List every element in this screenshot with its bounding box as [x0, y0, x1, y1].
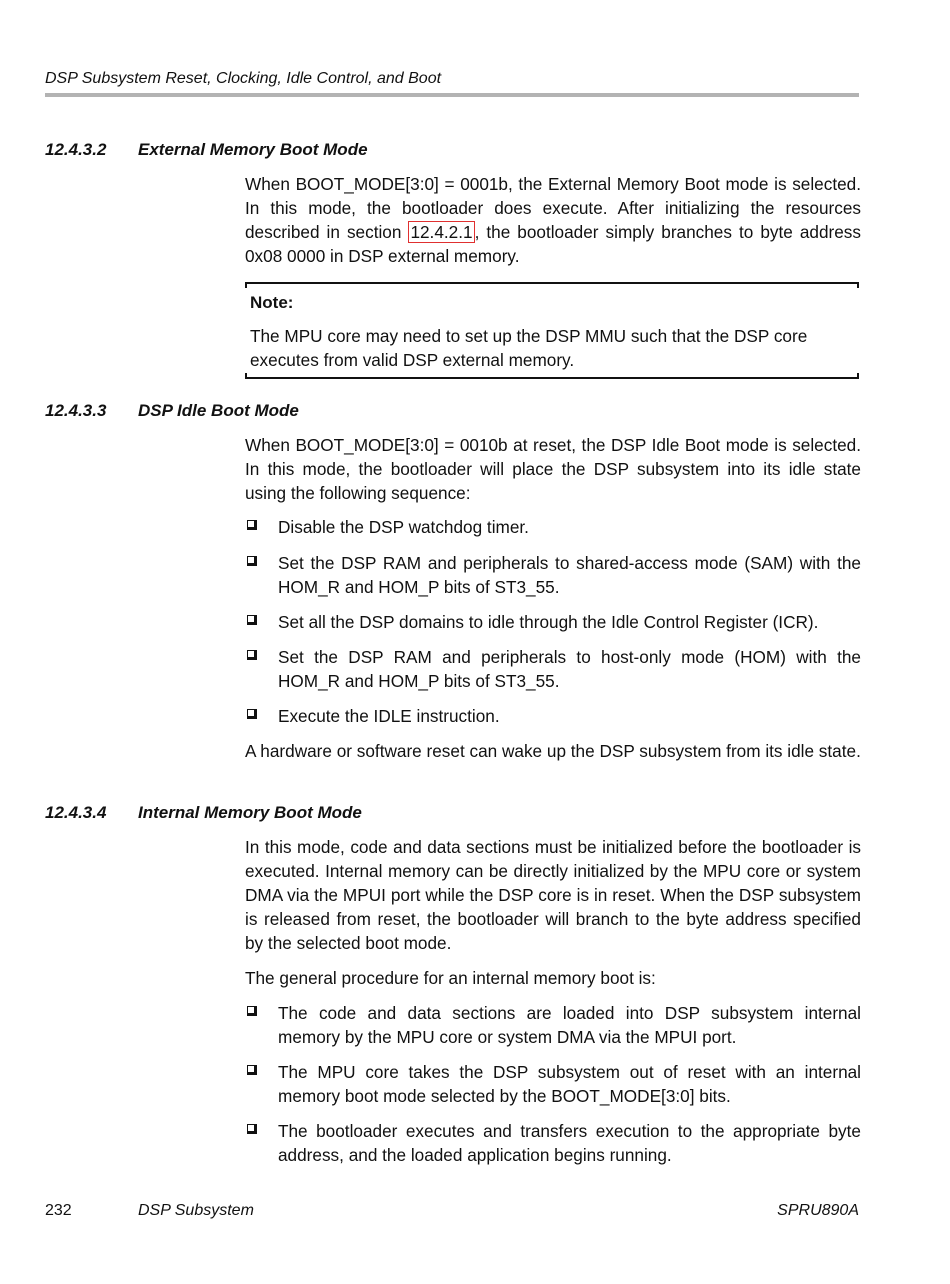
list-item — [245, 704, 861, 728]
internal-boot-paragraph: In this mode, code and data sections must be initialized before the bootloader is executed. Internal memory can be directly initialized by the MPU core or system DMA via the MPUI port while the DSP core is in reset. When the DSP subsystem is released from reset, the bootloader will branch to the byte address specified by the selected boot mode. — [245, 837, 861, 953]
checkbox-bullet-icon — [247, 650, 257, 660]
list-item-text: Set all the DSP domains to idle through the Idle Control Register (ICR). — [278, 612, 819, 632]
idle-boot-paragraph: When BOOT_MODE[3:0] = 0010b at reset, the DSP Idle Boot mode is selected. In this mode, the bootloader will place the DSP subsystem into its idle state using the following sequence: — [245, 435, 861, 503]
section-title: External Memory Boot Mode — [138, 140, 368, 159]
section-link-12-4-2-1[interactable]: 12.4.2.1 — [410, 222, 473, 242]
procedure-intro-paragraph: The general procedure for an internal memory boot is: — [245, 968, 656, 988]
paragraph-text: , the bootloader simply branches to byte address 0x08 0000 in DSP external memory. — [245, 222, 861, 266]
section-number: 12.4.3.2 — [45, 140, 107, 159]
section-heading-12-4-3-4 — [45, 803, 362, 823]
list-item — [245, 610, 861, 634]
checkbox-bullet-icon — [247, 709, 257, 719]
checkbox-bullet-icon — [247, 1006, 257, 1016]
checkbox-bullet-icon — [247, 1124, 257, 1134]
header-rule — [45, 93, 859, 97]
footer-chapter: DSP Subsystem — [138, 1202, 254, 1219]
checkbox-bullet-icon — [247, 1065, 257, 1075]
list-item — [245, 1001, 861, 1049]
external-boot-paragraph — [245, 172, 861, 268]
list-item — [245, 551, 861, 599]
page-number: 232 — [45, 1202, 72, 1219]
section-heading-12-4-3-3 — [45, 401, 299, 421]
section-number: 12.4.3.3 — [45, 401, 107, 420]
paragraph-text: When BOOT_MODE[3:0] = 0001b, the External Memory Boot mode is selected. In this mode, the bootloader does execute. After initializing the resources described in section — [245, 174, 861, 242]
note-corner — [245, 282, 247, 288]
list-item-text: Set the DSP RAM and peripherals to host-only mode (HOM) with the HOM_R and HOM_P bits of ST3_55. — [278, 647, 861, 691]
idle-wake-paragraph: A hardware or software reset can wake up the DSP subsystem from its idle state. — [245, 741, 861, 761]
note-bottom-rule — [245, 377, 859, 379]
checkbox-bullet-icon — [247, 556, 257, 566]
list-item — [245, 1060, 861, 1108]
section-number: 12.4.3.4 — [45, 803, 107, 822]
section-title: DSP Idle Boot Mode — [138, 401, 299, 420]
list-item-text: The MPU core takes the DSP subsystem out of reset with an internal memory boot mode selected by the BOOT_MODE[3:0] bits. — [278, 1062, 861, 1106]
checkbox-bullet-icon — [247, 615, 257, 625]
list-item-text: Disable the DSP watchdog timer. — [278, 517, 529, 537]
note-title: Note: — [250, 293, 294, 312]
list-item-text: Set the DSP RAM and peripherals to shared-access mode (SAM) with the HOM_R and HOM_P bits of ST3_55. — [278, 553, 861, 597]
list-item — [245, 645, 861, 693]
section-heading-12-4-3-2 — [45, 140, 368, 160]
footer-doc-id: SPRU890A — [777, 1202, 859, 1219]
list-item-text: Execute the IDLE instruction. — [278, 706, 500, 726]
note-corner — [857, 282, 859, 288]
list-item — [245, 515, 861, 539]
section-title: Internal Memory Boot Mode — [138, 803, 362, 822]
note-top-rule — [245, 282, 859, 284]
note-box — [245, 282, 859, 379]
list-item — [245, 1119, 861, 1167]
checkbox-bullet-icon — [247, 520, 257, 530]
running-header: DSP Subsystem Reset, Clocking, Idle Control, and Boot — [45, 70, 442, 87]
note-text: The MPU core may need to set up the DSP MMU such that the DSP core executes from valid DSP external memory. — [250, 326, 808, 370]
list-item-text: The bootloader executes and transfers execution to the appropriate byte address, and the loaded application begins running. — [278, 1121, 861, 1165]
list-item-text: The code and data sections are loaded into DSP subsystem internal memory by the MPU core or system DMA via the MPUI port. — [278, 1003, 861, 1047]
